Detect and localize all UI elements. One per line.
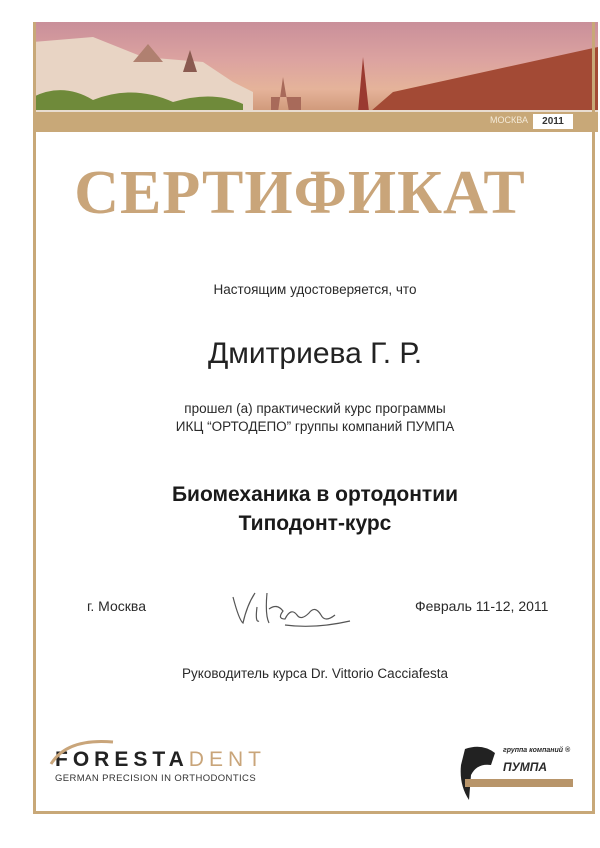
completion-text: прошел (а) практический курс программы ИКЦ “ОРТОДЕПО” группы компаний ПУМПА [175,401,455,434]
place-text: г. Москва [87,598,146,614]
certificate-title: СЕРТИФИКАТ [74,159,526,227]
intro-text: Настоящим удостоверяется, что [213,282,417,297]
recipient-name: Дмитриева Г. Р. [207,337,423,370]
forestadent-logo: FORESTADENT GERMAN PRECISION IN ORTHODONTICS [55,748,266,784]
forestadent-arc-icon [47,736,117,766]
course-leader: Руководитель курса Dr. Vittorio Cacciafesta [182,666,448,681]
header-year: 2011 [533,114,573,129]
pumpa-logo: группа компаний ® ПУМПА [455,745,585,805]
signature [225,585,355,630]
date-text: Февраль 11-12, 2011 [415,598,549,614]
course-title: Биомеханика в ортодонтии Типодонт-курс [171,483,459,535]
header-city: МОСКВА [490,115,528,125]
tooth-icon [457,745,497,805]
